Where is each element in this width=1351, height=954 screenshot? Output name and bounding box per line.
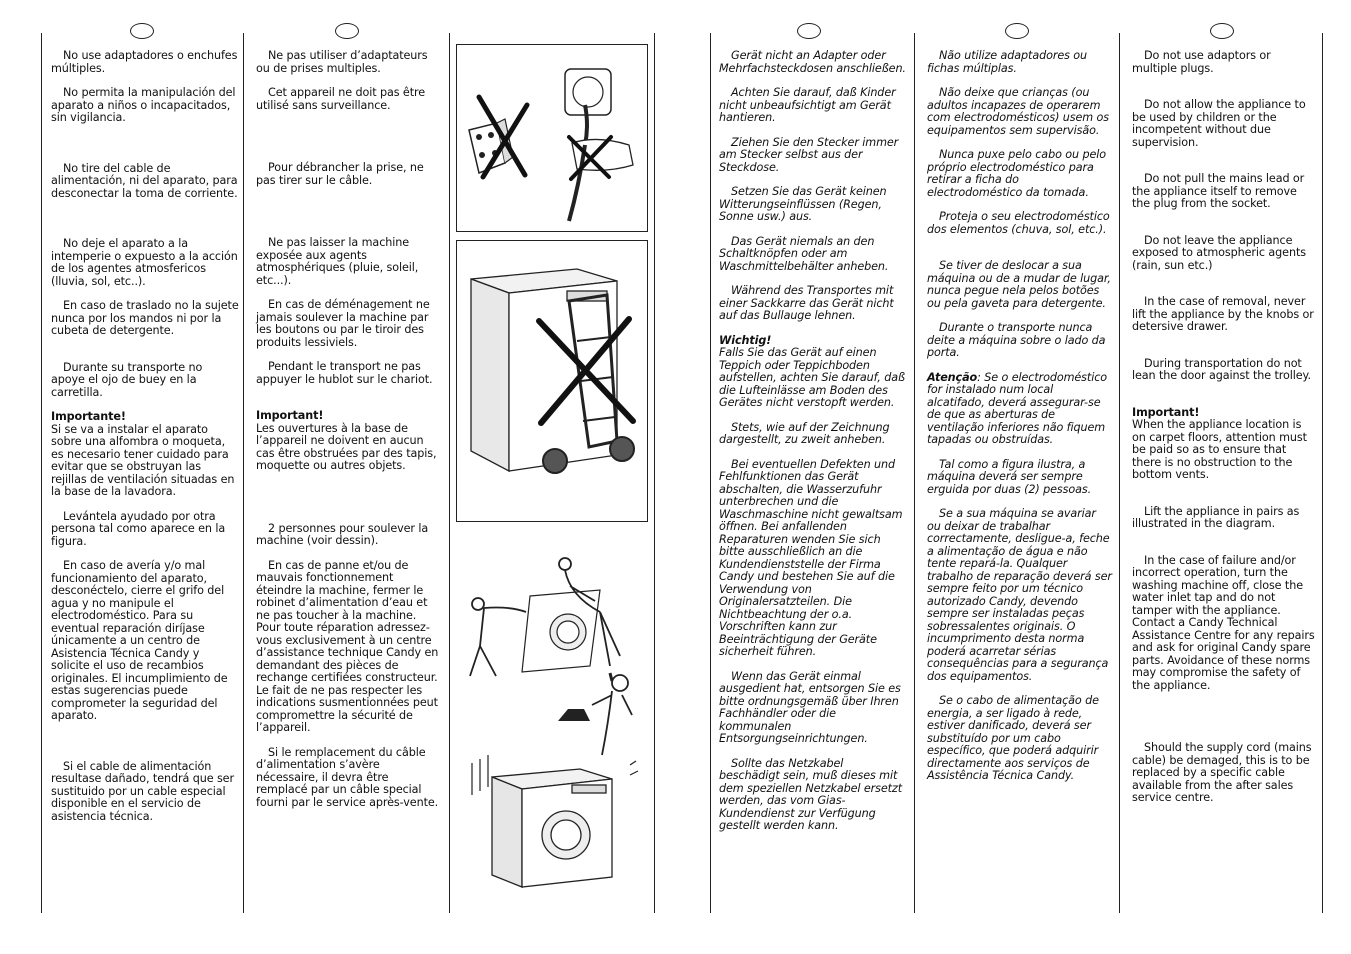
de-lifting: Das Gerät niemals an den Schaltknöpfen oder am Waschmittelbehälter anheben. [719,234,889,273]
hand-pulling-cable-icon [569,139,633,221]
es-two-people: Levántela ayudado por otra persona tal como aparece en la figura. [51,509,226,548]
language-flag-oval-es [130,23,154,39]
fr-two-people: 2 personnes pour soulever la machine (voir dessin). [256,521,429,547]
fr-pull-cable: Pour débrancher la prise, ne pas tirer sur le câble. [256,161,424,187]
iron-icon [558,709,590,721]
es-pull-cable: No tire del cable de alimentación, ni del aparato, para desconectar la toma de corriente. [51,161,238,200]
column-divider [654,33,655,913]
es-important-text: Si se va a instalar el aparato sobre una alfombra o moqueta, es necesario tener cuidado para evitar que se obstruyan las rejillas de ventilación situadas en la base de la lavadora. [51,422,235,498]
en-weather: Do not leave the appliance exposed to atmospheric agents (rain, sun etc.) [1132,233,1306,272]
column-spanish [51,50,239,823]
pt-failure: Se a sua máquina se avariar ou deixar de trabalhar correctamente, desligue-a, feche a alimentação de água e não tente repará-la. Qualquer trabalho de reparação deverá ser sempre feito por um técnico autorizado Candy, devendo sempre ser instaladas peças sobressalentes originais. O incumprimento desta norma poderá acarretar sérias consequências para a segurança dos equipamentos. [927,507,1112,683]
fr-important-label: Important! [256,409,324,422]
pt-transport: Durante o transporte nunca deite a máquina sobre o lado da porta. [927,321,1106,359]
es-supply-cord: Si el cable de alimentación resultase dañado, tendrá que ser sustituido por un cable especial disponible en el servicio de asistencia técnica. [51,759,234,823]
column-german [719,50,907,833]
de-supervision: Achten Sie darauf, daß Kinder nicht unbeaufsichtigt am Gerät hantieren. [719,86,896,124]
es-adapters: No use adaptadores o enchufes múltiples. [51,49,238,75]
en-two-people: Lift the appliance in pairs as illustrated in the diagram. [1132,504,1300,530]
figure-no-trolley-on-door [456,240,648,522]
column-divider [710,33,711,913]
pt-lifting: Se tiver de deslocar a sua máquina ou de a mudar de lugar, nunca pegue nela pelos botões ou pela gaveta para detergente. [927,259,1111,310]
en-failure: In the case of failure and/or incorrect operation, turn the washing machine off, close the water inlet tap and do not tamper with the appliance. Contact a Candy Technical Assistance Centre for any repairs and ask for original Candy spare parts. Avoidance of these norms may compromise the safety of the appliance. [1132,553,1315,692]
de-adapters: Gerät nicht an Adapter oder Mehrfachsteckdosen anschließen. [719,49,906,75]
de-supply-cord: Sollte das Netzkabel beschädigt sein, muß dieses mit dem speziellen Netzkabel ersetzt werden, das vom Gias-Kundendienst zur Verfügung gestellt werden kann. [719,756,902,832]
column-divider [1322,33,1323,913]
language-flag-oval-en [1210,23,1234,39]
de-disposal: Wenn das Gerät einmal ausgedient hat, entsorgen Sie es bitte ordnungsgemäß über Ihren Fachhändler oder die kommunalen Entsorgungseinrichtungen. [719,669,901,745]
en-supervision: Do not allow the appliance to be used by children or the incompetent without due supervision. [1132,98,1306,149]
column-portuguese [927,50,1113,783]
de-important-label: Wichtig! [719,333,772,347]
language-flag-oval-pt [1005,23,1029,39]
es-supervision: No permita la manipulación del aparato a niños o incapacitados, sin vigilancia. [51,86,236,124]
fr-transport: Pendant le transport ne pas appuyer le hublot sur le chariot. [256,360,433,386]
column-divider [449,33,450,913]
es-failure: En caso de avería y/o mal funcionamiento del aparato, desconéctelo, cierre el grifo del agua y no manipule el electrodoméstico. Para su eventual reparación diríjase únicamente a un centro de Asistencia Técnica Candy y solicite el uso de recambios originales. El incumplimiento de estas sugerencias puede comprometer la seguridad del aparato. [51,559,228,722]
fr-lifting: En cas de déménagement ne jamais soulever la machine par les boutons ou par le tiroir des produits lessiviels. [256,298,430,349]
figure-no-multiple-plugs [456,44,648,232]
fr-important-text: Les ouvertures à la base de l’appareil ne doivent en aucun cas être obstruées par des tapis, moquette ou autres objets. [256,421,437,472]
fr-supervision: Cet appareil ne doit pas être utilisé sans surveillance. [256,86,426,112]
person-on-phone-icon [592,673,632,755]
pt-important-text: : Se o electrodoméstico for instalado num local alcatifado, deverá assegurar-se de que as aberturas de ventilação inferiores não fiquem tapadas ou obstruídas. [927,370,1107,446]
en-transport: During transportation do not lean the door against the trolley. [1132,356,1311,382]
figure-call-service [462,665,652,895]
pt-weather: Proteja o seu electrodoméstico dos elementos (chuva, sol, etc.). [927,210,1110,236]
wall-socket-icon [565,69,611,145]
en-important-label: Important! [1132,405,1200,419]
column-english [1132,50,1318,805]
en-adapters: Do not use adaptors or multiple plugs. [1132,49,1271,75]
de-important-text: Falls Sie das Gerät auf einen Teppich oder Teppichboden aufstellen, achten Sie darauf, daß die Lufteinlässe am Boden des Gerätes nicht verstopft werden. [719,346,905,409]
fr-adapters: Ne pas utiliser d’adaptateurs ou de prises multiples. [256,49,428,75]
de-failure: Bei eventuellen Defekten und Fehlfunktionen das Gerät abschalten, die Wasserzufuhr unterbrechen und die Waschmaschine nicht gewaltsam öffnen. Bei anfallenden Reparaturen wenden Sie sich bitte ausschließlich an die Kundendienststelle der Firma Candy und bestehen Sie auf die Verwendung von Originalersatzteilen. Die Nichtbeachtung der o.a. Vorschriften kann zur Beeinträchtigung der Geräte sicherheit führen. [719,457,903,658]
column-divider [243,33,244,913]
fr-supply-cord: Si le remplacement du câble d’alimentation s’avère nécessaire, il devra être remplacé par un câble special fourni par le service après-vente. [256,745,439,809]
pt-supervision: Não deixe que crianças (ou adultos incapazes de operarem com electrodomésticos) usem os equipamentos sem supervisão. [927,86,1110,137]
column-french [256,50,442,809]
en-pull-cable: Do not pull the mains lead or the appliance itself to remove the plug from the socket. [1132,172,1305,210]
de-two-people: Stets, wie auf der Zeichnung dargestellt, zu zweit anheben. [719,420,890,446]
column-divider [914,33,915,913]
washing-machine-icon [471,269,617,471]
language-flag-oval-fr [335,23,359,39]
es-lifting: En caso de traslado no la sujete nunca por los mandos ni por la cubeta de detergente. [51,299,239,337]
en-important-text: When the appliance location is on carpet floors, attention must be paid so as to ensure that there is no obstruction to the bottom vents. [1132,418,1307,481]
washing-machine-icon [492,769,612,887]
column-divider [41,33,42,913]
pt-supply-cord: Se o cabo de alimentação de energia, a ser ligado à rede, estiver danificado, deverá ser substituído por um cabo específico, que poderá adquirir directamente aos serviços de Assistência Técnica Candy. [927,694,1099,782]
pt-pull-cable: Nunca puxe pelo cabo ou pelo próprio electrodoméstico para retirar a ficha do electrodoméstico da tomada. [927,148,1106,199]
es-weather: No deje el aparato a la intemperie o expuesto a la acción de los agentes atmosfericos (lluvia, sol, etc..). [51,237,238,288]
es-important-label: Importante! [51,410,126,423]
pt-two-people: Tal como a figura ilustra, a máquina deverá ser sempre erguida por duas (2) pessoas. [927,457,1092,496]
de-weather: Setzen Sie das Gerät keinen Witterungseinflüssen (Regen, Sonne usw.) aus. [719,185,887,223]
pt-important-label: Atenção [927,370,978,384]
de-transport: Während des Transportes mit einer Sackkarre das Gerät nicht auf das Bullauge lehnen. [719,284,894,322]
column-divider [1119,33,1120,913]
en-supply-cord: Should the supply cord (mains cable) be demaged, this is to be replaced by a specific cable available from the after sales service centre. [1132,741,1312,804]
fr-weather: Ne pas laisser la machine exposée aux agents atmosphériques (pluie, soleil, etc...). [256,236,419,287]
washing-machine-icon [522,590,600,672]
pt-adapters: Não utilize adaptadores ou fichas múltiplas. [927,49,1088,75]
fr-failure: En cas de panne et/ou de mauvais fonctionnement éteindre la machine, fermer le robinet d’alimentation d’eau et ne pas toucher à la machine. Pour toute réparation adressez-vous exclusivement à un centre d’assistance technique Candy en demandant des pièces de rechange certifiées constructeur. Le fait de ne pas respecter les indications susmentionnées peut compromettre la sécurité de l’appareil. [256,558,439,734]
en-lifting: In the case of removal, never lift the appliance by the knobs or detersive drawer. [1132,295,1314,333]
language-flag-oval-de [797,23,821,39]
es-transport: Durante su transporte no apoye el ojo de buey en la carretilla. [51,360,203,399]
de-pull-cable: Ziehen Sie den Stecker immer am Stecker selbst aus der Steckdose. [719,135,899,174]
